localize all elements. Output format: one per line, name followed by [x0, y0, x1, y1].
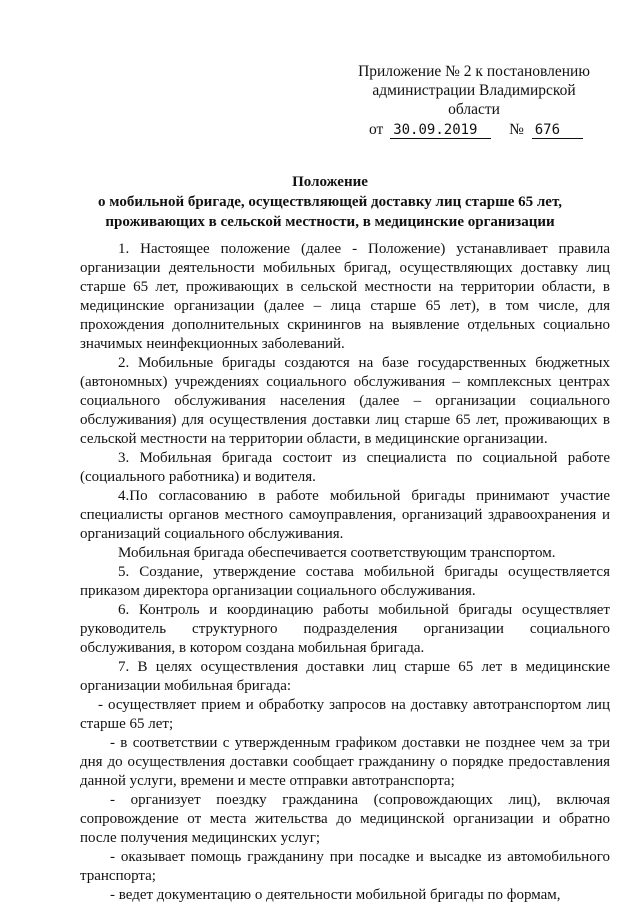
- paragraph-2: 2. Мобильные бригады создаются на базе государственных бюджетных (автономных) учреждениях социального обслуживания – комплексных центрах социального обслуживания населения (далее – организации социального обслуживания) для осуществления доставки лиц старше 65 лет, проживающих в сельской местности на территории области, в медицинские организации.: [80, 355, 610, 447]
- paragraph-3: 3. Мобильная бригада состоит из специалиста по социальной работе (социального работника) и водителя.: [80, 450, 610, 485]
- number-value: 676: [532, 122, 583, 139]
- appendix-line-1: Приложение № 2 к постановлению: [358, 63, 590, 80]
- title-line-3: проживающих в сельской местности, в медицинские организации: [105, 214, 555, 230]
- number-prefix: №: [509, 121, 524, 138]
- appendix-header: [356, 62, 592, 119]
- appendix-line-3: области: [448, 101, 500, 118]
- document-body: [80, 240, 610, 905]
- paragraph-1: 1. Настоящее положение (далее - Положение) устанавливает правила организации деятельности мобильных бригад, осуществляющих доставку лиц старше 65 лет, проживающих в сельской местности на территории области, в медицинские организации (далее – лица старше 65 лет), в том числе, для прохождения дополнительных скринингов на выявление отдельных социально значимых неинфекционных заболеваний.: [80, 241, 610, 352]
- date-value: 30.09.2019: [390, 122, 491, 139]
- date-prefix: от: [369, 121, 384, 138]
- paragraph-5: 5. Создание, утверждение состава мобильной бригады осуществляется приказом директора организации социального обслуживания.: [80, 564, 610, 599]
- paragraph-4: 4.По согласованию в работе мобильной бригады принимают участие специалисты органов местного самоуправления, организаций здравоохранения и организаций социального обслуживания.: [80, 488, 610, 542]
- date-number-row: [369, 120, 599, 142]
- appendix-line-2: администрации Владимирской: [372, 82, 576, 99]
- title-line-1: Положение: [292, 174, 368, 190]
- document-title: [60, 172, 600, 232]
- title-line-2: о мобильной бригаде, осуществляющей доставку лиц старше 65 лет,: [98, 194, 562, 210]
- list-item-trip: - организует поездку гражданина (сопровождающих лиц), включая сопровождение от места жительства до медицинской организации и обратно после получения медицинских услуг;: [80, 792, 610, 846]
- list-item-documentation: - ведет документацию о деятельности мобильной бригады по формам,: [110, 887, 561, 903]
- list-item-requests: - осуществляет прием и обработку запросов на доставку автотранспортом лиц старше 65 лет;: [80, 697, 610, 732]
- paragraph-transport: Мобильная бригада обеспечивается соответствующим транспортом.: [118, 545, 556, 561]
- paragraph-6: 6. Контроль и координацию работы мобильной бригады осуществляет руководитель структурного подразделения организации социального обслуживания, в котором создана мобильная бригада.: [80, 602, 610, 656]
- list-item-schedule: - в соответствии с утвержденным графиком доставки не позднее чем за три дня до осуществления доставки сообщает гражданину о порядке предоставления данной услуги, времени и месте отправки автотранспорта;: [80, 735, 610, 789]
- list-item-assistance: - оказывает помощь гражданину при посадке и высадке из автомобильного транспорта;: [80, 849, 610, 884]
- paragraph-7: 7. В целях осуществления доставки лиц старше 65 лет в медицинские организации мобильная бригада:: [80, 659, 610, 694]
